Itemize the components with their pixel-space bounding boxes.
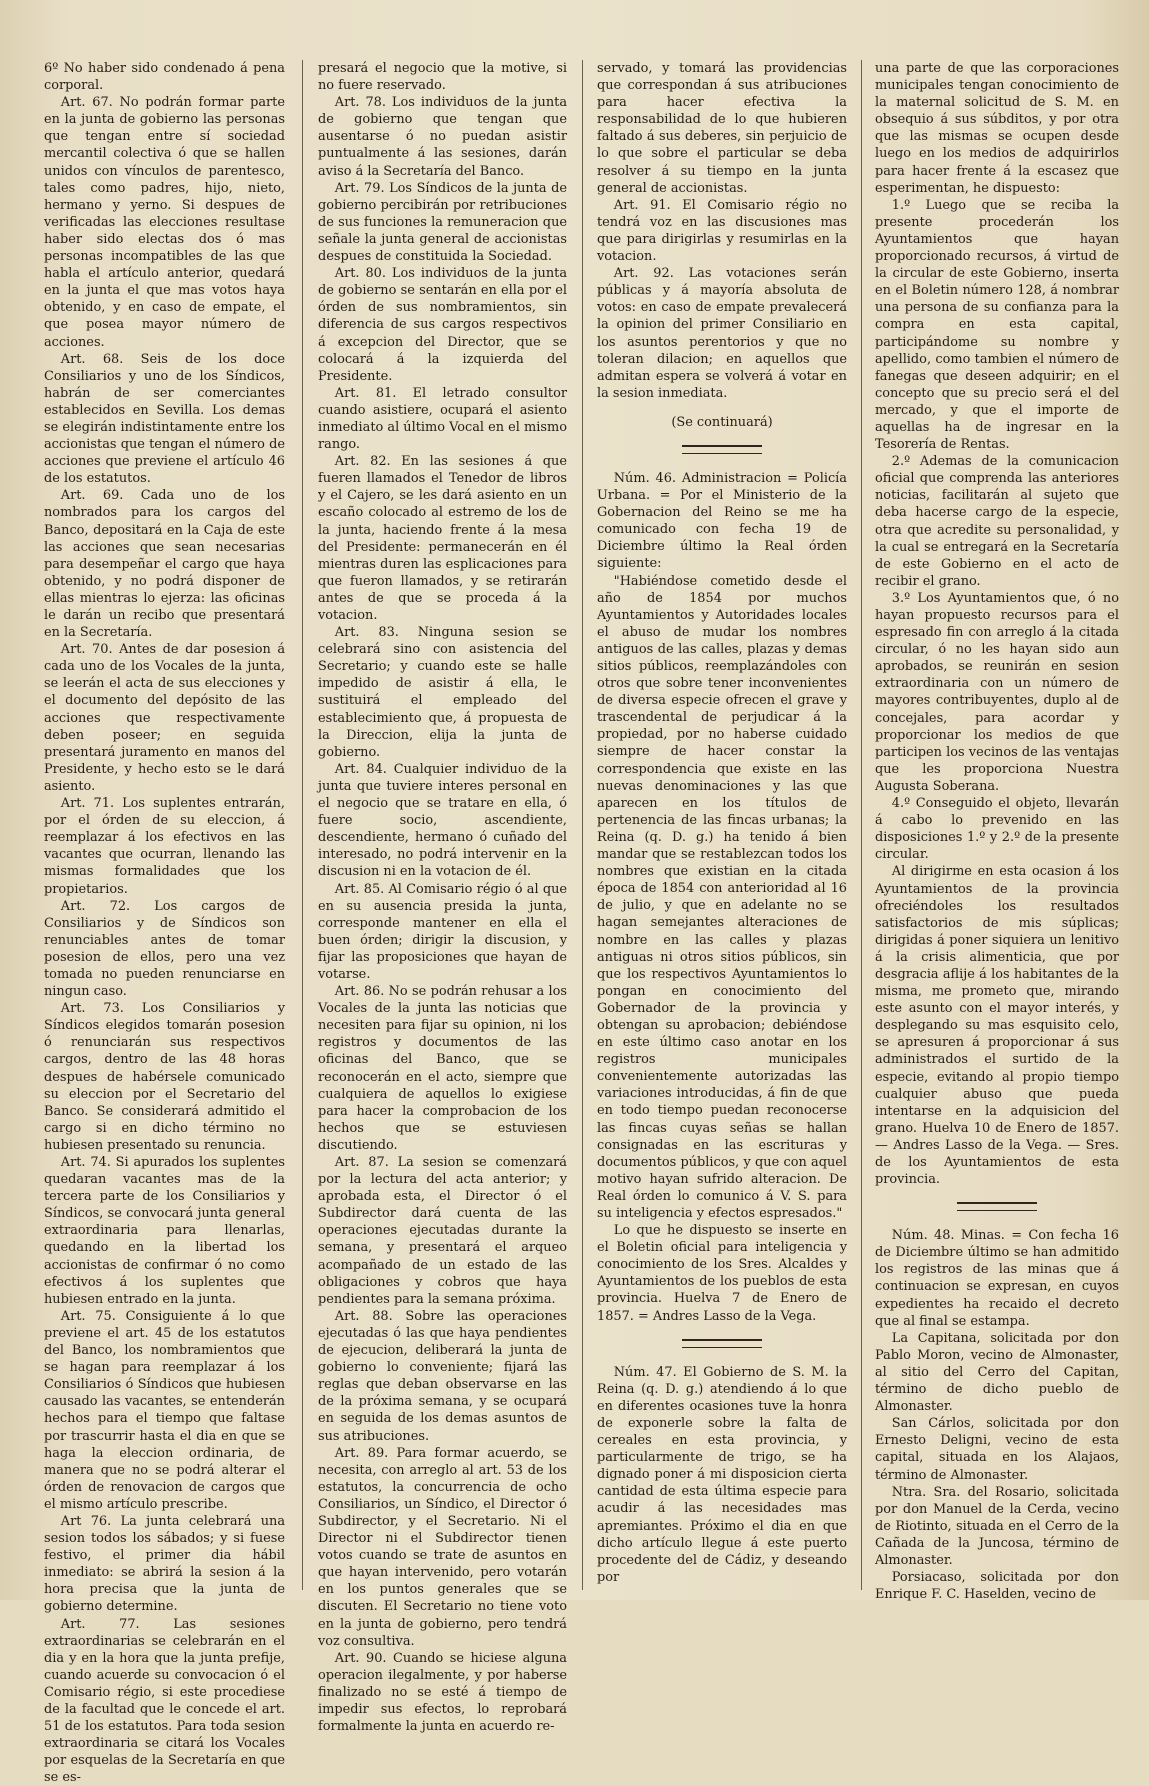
paragraph: Art. 85. Al Comisario régio ó al que en su ausencia presida la junta, corresponde mantener en ella el buen órden; dirigir la discusion, y fijar las proposiciones que hayan de votarse.	[318, 881, 567, 982]
paragraph: San Cárlos, solicitada por don Ernesto Deligni, vecino de esta capital, situada en los Alajaos, término de Almonaster.	[875, 1416, 1119, 1483]
paragraph: Porsiacaso, solicitada por don Enrique F. C. Haselden, vecino de	[875, 1570, 1119, 1603]
paragraph: presará el negocio que la motive, si no fuere reservado.	[318, 61, 567, 94]
column-rule	[302, 60, 303, 1590]
section-separator	[957, 1202, 1037, 1211]
paragraph: Art. 68. Seis de los doce Consiliarios y uno de los Síndicos, habrán de ser comerciantes establecidos en Sevilla. Los demas se elegirán indistintamente entre los accionistas que tengan el número de acciones que previene el artículo 46 de los estatutos.	[44, 351, 285, 487]
paragraph: Art. 82. En las sesiones á que fueren llamados el Tenedor de libros y el Cajero, se les dará asiento en un escaño colocado al estremo de los de la junta, haciendo frente á la mesa del Presidente: permanecerán en él mientras duren las esplicaciones para que fueron llamados, y se retirarán antes de que se proceda á la votacion.	[318, 454, 567, 623]
paragraph: Art. 91. El Comisario régio no tendrá voz en las discusiones mas que para dirigirlas y resumirlas en la votacion.	[597, 197, 847, 265]
paragraph: Art 76. La junta celebrará una sesion todos los sábados; y si fuese festivo, el primer dia hábil inmediato: se abrirá la sesion á la hora precisa que la junta de gobierno determine.	[44, 1513, 285, 1615]
paragraph: Art. 79. Los Síndicos de la junta de gobierno percibirán por retribuciones de sus funciones la remuneracion que señale la junta general de accionistas despues de constituida la Sociedad.	[318, 180, 567, 265]
section-separator	[682, 1339, 762, 1348]
paragraph: Art. 73. Los Consiliarios y Síndicos elegidos tomarán posesion ó renunciarán sus respectivos cargos, dentro de las 48 horas despues de habérsele comunicado su eleccion por el Secretario del Banco. Se considerará admitido el cargo si en dicho término no hubiesen presentado su renuncia.	[44, 1001, 285, 1153]
paragraph: 1.º Luego que se reciba la presente procederán los Ayuntamientos que hayan proporcionado recursos, á virtud de la circular de este Gobierno, inserta en el Boletin número 128, á nombrar una persona de su confianza para la compra en esta capital, participándome su nombre y apellido, como tambien el número de fanegas que deseen adquirir; en el concepto que su precio será el del mercado, y que el importe de aquellas ha de ingresar en la Tesorería de Rentas.	[875, 197, 1119, 453]
paragraph: Art. 88. Sobre las operaciones ejecutadas ó las que haya pendientes de ejecucion, deliberará la junta de gobierno lo conveniente; fijará las reglas que deban observarse en las de la próxima semana, y se ocupará en seguida de los demas asuntos de sus atribuciones.	[318, 1308, 567, 1444]
paragraph: Art. 78. Los individuos de la junta de gobierno que tengan que ausentarse ó no puedan asistir puntualmente á las sesiones, darán aviso á la Secretaría del Banco.	[318, 95, 567, 179]
column-2	[318, 60, 567, 1735]
paragraph: Al dirigirme en esta ocasion á los Ayuntamientos de la provincia ofreciéndoles los resultados satisfactorios de mis súplicas; dirigidas á poner siquiera un lenitivo á la crisis alimenticia, que por desgracia aflije á los habitantes de la misma, me prometo que, mirando este asunto con el mayor interés, y desplegando su mas esquisito celo, se apresuren á proporcionar á sus administrados el surtido de la especie, evitando al propio tiempo cualquier abuso que pueda intentarse en la adquisicion del grano. Huelva 10 de Enero de 1857. — Andres Lasso de la Vega. — Sres. de los Ayuntamientos de esta provincia.	[875, 864, 1119, 1188]
paragraph: Art. 83. Ninguna sesion se celebrará sino con asistencia del Secretario; y cuando este se halle impedido de asistir á ella, le sustituirá el empleado del establecimiento que, á propuesta de la Direccion, elija la junta de gobierno.	[318, 625, 567, 760]
paragraph: "Habiéndose cometido desde el año de 1854 por muchos Ayuntamientos y Autoridades locales el abuso de mudar los nombres antiguos de las calles, plazas y demas sitios públicos, reemplazándoles con otros que sobre tener inconvenientes de diversa especie ofrecen el grave y trascendental de perjudicar á la propiedad, por no haberse cuidado siempre de hacer constar la correspondencia que existe en las nuevas denominaciones y las que aparecen en los títulos de pertenencia de las fincas urbanas; la Reina (q. D. g.) ha tenido á bien mandar que se restablezcan todos los nombres que existian en la citada época de 1854 con anterioridad al 16 de julio, y que en adelante no se hagan semejantes alteraciones de nombre en las calles y plazas antiguas ni otros sitios públicos, sin que los respectivos Ayuntamientos lo pongan en conocimiento del Gobernador de la provincia y obtengan su aprobacion; debiéndose en este último caso anotar en los registros municipales convenientemente autorizadas las variaciones introducidas, á fin de que en todo tiempo puedan reconocerse las fincas cuyas señas se hallan consignadas en las escrituras y documentos públicos, y que con aquel motivo hayan sufrido alteracion. De Real órden lo comunico á V. S. para su inteligencia y efectos espresados."	[597, 573, 847, 1221]
paragraph: La Capitana, solicitada por don Pablo Moron, vecino de Almonaster, al sitio del Cerro del Capitan, término de dicho pueblo de Almonaster.	[875, 1330, 1119, 1415]
column-3	[597, 60, 847, 1595]
paragraph: 6º No haber sido condenado á pena corporal.	[44, 61, 285, 94]
paragraph: Art. 75. Consiguiente á lo que previene el art. 45 de los estatutos del Banco, los nombramientos que se hagan para reemplazar á los Consiliarios ó Síndicos que hubiesen causado las vacantes, se entenderán hechos para el tiempo que faltase por trascurrir hasta el dia en que se haga la eleccion ordinaria, de manera que no se podrá alterar el órden de renovacion de cargos que el mismo artículo prescribe.	[44, 1308, 285, 1512]
notice-heading-paragraph: Núm. 48. Minas. = Con fecha 16 de Diciembre último se han admitido los registros de las minas que á continuacion se expresan, en cuyos expedientes ha recaido el decreto que al final se estampa.	[875, 1228, 1119, 1329]
column-1	[44, 60, 285, 1786]
paragraph: Art. 89. Para formar acuerdo, se necesita, con arreglo al art. 53 de los estatutos, la concurrencia de ocho Consiliarios, un Síndico, el Director ó Subdirector, y el Secretario. Ni el Director ni el Subdirector tienen votos cuando se trate de asuntos en que hayan intervenido, pero votarán en los puntos generales que se discuten. El Secretario no tiene voto en la junta de gobierno, pero tendrá voz consultiva.	[318, 1445, 567, 1649]
paragraph: Art. 71. Los suplentes entrarán, por el órden de su eleccion, á reemplazar á los efectivos en las vacantes que ocurran, llenando las mismas formalidades que los propietarios.	[44, 796, 285, 897]
notice-heading-paragraph: Núm. 47. El Gobierno de S. M. la Reina (q. D. g.) atendiendo á lo que en diferentes ocasiones tuve la honra de exponerle sobre la falta de cereales en esta provincia, y particularmente de trigo, se ha dignado poner á mi disposicion cierta cantidad de esta última especie para acudir á las necesidades mas apremiantes. Próximo el dia en que dicho artículo llegue á este puerto procedente del de Cádiz, y deseando por	[597, 1364, 847, 1585]
paragraph: Art. 70. Antes de dar posesion á cada uno de los Vocales de la junta, se leerán el acta de sus elecciones y el documento del depósito de las acciones que respectivamente deben poseer; en seguida presentará juramento en manos del Presidente, y hecho esto se le dará asiento.	[44, 642, 285, 794]
paragraph: 4.º Conseguido el objeto, llevarán á cabo lo prevenido en las disposiciones 1.º y 2.º de la presente circular.	[875, 796, 1119, 863]
paragraph: Ntra. Sra. del Rosario, solicitada por don Manuel de la Cerda, vecino de Riotinto, situada en el Cerro de la Cañada de la Juncosa, término de Almonaster.	[875, 1484, 1119, 1568]
paragraph: 2.º Ademas de la comunicacion oficial que comprenda las anteriores noticias, facilitarán al sujeto que deba hacerse cargo de la especie, otra que acredite su personalidad, y la cual se entregará en la Secretaría de este Gobierno en el acto de recibir el grano.	[875, 454, 1119, 589]
paragraph: Art. 69. Cada uno de los nombrados para los cargos del Banco, depositará en la Caja de este las acciones que sean necesarias para desempeñar el cargo que haya obtenido, y no podrá disponer de ellas mientras lo ejerza: las oficinas le darán un recibo que presentará en la Secretaría.	[44, 488, 285, 641]
paragraph: Art. 74. Si apurados los suplentes quedaran vacantes mas de la tercera parte de los Consiliarios y Síndicos, se convocará junta general extraordinaria para llenarlas, quedando en la libertad los accionistas de confirmar ó no como efectivos á los suplentes que hubiesen entrado en la junta.	[44, 1155, 285, 1307]
section-separator	[682, 445, 762, 454]
paragraph: Art. 80. Los individuos de la junta de gobierno se sentarán en ella por el órden de sus nombramientos, sin diferencia de sus cargos respectivos á excepcion del Director, que se colocará á la izquierda del Presidente.	[318, 266, 567, 384]
paragraph: Art. 84. Cualquier individuo de la junta que tuviere interes personal en el negocio que se tratare en ella, ó fuere socio, ascendiente, descendiente, hermano ó cuñado del interesado, no podrá intervenir en la discusion ni en la votacion de él.	[318, 761, 567, 880]
paragraph: Art. 86. No se podrán rehusar a los Vocales de la junta las noticias que necesiten para fijar su opinion, ni los registros y documentos de las oficinas del Banco, que se reconocerán en el acto, siempre que cualquiera de aquellos lo exigiese para hacer la comprobacion de los hechos que se estuviesen discutiendo.	[318, 984, 567, 1153]
notice-heading-paragraph: Núm. 46. Administracion = Policía Urbana. = Por el Ministerio de la Gobernacion del Reino se me ha comunicado con fecha 19 de Diciembre último la Real órden siguiente:	[597, 470, 847, 572]
paragraph: Art. 77. Las sesiones extraordinarias se celebrarán en el dia y en la hora que la junta prefije, cuando acuerde su convocacion ó el Comisario régio, si este procediese de la facultad que le concede el art. 51 de los estatutos. Para toda sesion extraordinaria se citará los Vocales por esquelas de la Secretaría en que se es-	[44, 1616, 285, 1786]
paragraph: Art. 87. La sesion se comenzará por la lectura del acta anterior; y aprobada esta, el Director ó el Subdirector dará cuenta de las operaciones ejecutadas durante la semana, y presentará el arqueo acompañado de un estado de las obligaciones y cobros que haya pendientes para la semana próxima.	[318, 1155, 567, 1307]
paragraph: Lo que he dispuesto se inserte en el Boletin oficial para inteligencia y conocimiento de los Sres. Alcaldes y Ayuntamientos de los pueblos de esta provincia. Huelva 7 de Enero de 1857. = Andres Lasso de la Vega.	[597, 1223, 847, 1324]
column-rule	[582, 60, 583, 1590]
paragraph: Art. 92. Las votaciones serán públicas y á mayoría absoluta de votos: en caso de empate prevalecerá la opinion del primer Consiliario en los asuntos perentorios y que no toleran dilacion; en aquellos que admitan espera se volverá á votar en la sesion inmediata.	[597, 266, 847, 401]
paragraph: 3.º Los Ayuntamientos que, ó no hayan propuesto recursos para el espresado fin con arreglo á la citada circular, ó no les hayan sido aun aprobados, se reunirán en sesion extraordinaria con un número de mayores contribuyentes, duplo al de concejales, para acordar y proporcionar los medios de que participen los vecinos de las ventajas que les proporciona Nuestra Augusta Soberana.	[875, 590, 1119, 794]
continuation-note: (Se continuará)	[671, 414, 773, 430]
paragraph: una parte de que las corporaciones municipales tengan conocimiento de la maternal solicitud de S. M. en obsequio á sus súbditos, y por otra que las mismas se ocupen desde luego en los medios de adquirirlos para hacer frente á la escasez que esperimentan, he dispuesto:	[875, 61, 1119, 196]
paragraph: Art. 67. No podrán formar parte en la junta de gobierno las personas que tengan entre sí sociedad mercantil colectiva ó que se hallen unidos con vínculos de parentesco, tales como padres, hijo, nieto, hermano y yerno. Si despues de verificadas las elecciones resultase haber sido electas dos ó mas personas incompatibles de las que habla el artículo anterior, quedará en la junta el que mas votos haya obtenido, y en caso de empate, el que posea mayor número de acciones.	[44, 95, 285, 350]
paragraph: Art. 81. El letrado consultor cuando asistiere, ocupará el asiento inmediato al último Vocal en el mismo rango.	[318, 385, 567, 453]
column-rule	[861, 60, 862, 1590]
paragraph: servado, y tomará las providencias que correspondan á sus atribuciones para hacer efectiva la responsabilidad de lo que hubieren faltado á sus deberes, sin perjuicio de lo que sobre el particular se deba resolver á su tiempo en la junta general de accionistas.	[597, 61, 847, 196]
column-4	[875, 60, 1119, 1603]
paragraph: Art. 72. Los cargos de Consiliarios y de Síndicos son renunciables antes de tomar posesion de ellos, pero una vez tomada no pueden renunciarse en ningun caso.	[44, 898, 285, 1000]
paragraph: Art. 90. Cuando se hiciese alguna operacion ilegalmente, y por haberse finalizado no se esté á tiempo de impedir sus efectos, lo reprobará formalmente la junta en acuerdo re-	[318, 1650, 567, 1735]
